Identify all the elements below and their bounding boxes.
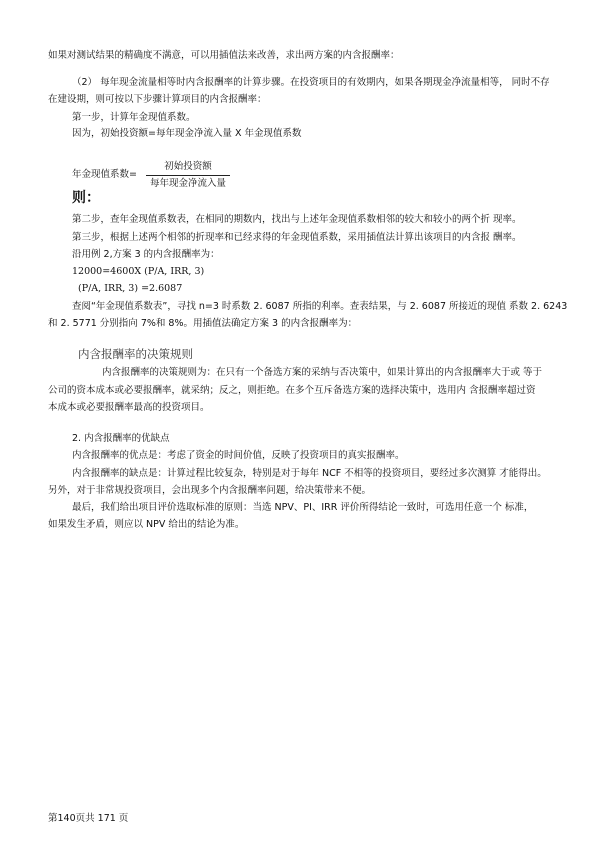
paragraph-line: 查阅“年金现值系数表”，寻找 n=3 时系数 2. 6087 所指的利率。查表结果，与 2. 6087 所接近的现值 系数 2. 6243 — [72, 301, 568, 312]
formula-fraction — [140, 160, 236, 191]
paragraph-line: 沿用例 2,方案 3 的内含报酬率为： — [72, 249, 220, 260]
fraction-bar — [146, 175, 230, 176]
paragraph-line: 另外，对于非常规投资项目，会出现多个内含报酬率问题，给决策带来不便。 — [48, 485, 372, 496]
paragraph-line: （2） 每年现金流量相等时内含报酬率的计算步骤。在投资项目的有效期内，如果各期现金净流量相等， 同时不存 — [72, 77, 550, 88]
paragraph-line: 本成本或必要报酬率最高的投资项目。 — [48, 402, 210, 413]
section-heading: 内含报酬率的决策规则 — [78, 347, 193, 361]
paragraph-line: 第三步，根据上述两个相邻的折现率和已经求得的年金现值系数，采用插值法计算出该项目的内含报 酬率。 — [72, 232, 522, 243]
subsection-heading: 2. 内含报酬率的优缺点 — [72, 433, 170, 444]
paragraph-line: 内含报酬率的优点是：考虑了资金的时间价值，反映了投资项目的真实报酬率。 — [72, 450, 405, 461]
paragraph-line: 最后，我们给出项目评价选取标准的原则：当选 NPV、PI、IRR 评价所得结论一致时，可选用任意一个 标准， — [72, 502, 534, 513]
paragraph-line: 因为，初始投资额=每年现金净流入量 X 年金现值系数 — [72, 128, 302, 139]
paragraph-line: 内含报酬率的决策规则为：在只有一个备选方案的采纳与否决策中，如果计算出的内含报酬率大于或 等于 — [102, 367, 543, 378]
paragraph-line: 内含报酬率的缺点是：计算过程比较复杂，特别是对于每年 NCF 不相等的投资项目，要经过多次测算 才能得出。 — [72, 468, 547, 479]
paragraph-line: 公司的资本成本或必要报酬率，就采纳；反之，则拒绝。在多个互斥备选方案的选择决策中，选用内 含报酬率超过资 — [48, 385, 536, 396]
paragraph-line: 如果发生矛盾，则应以 NPV 给出的结论为准。 — [48, 519, 245, 530]
formula-lhs: 年金现值系数= — [72, 169, 137, 180]
paragraph-line: 如果对测试结果的精确度不满意，可以用插值法来改善，求出两方案的内含报酬率： — [48, 50, 400, 61]
page-footer: 第140页共 171 页 — [48, 813, 129, 824]
equation-line: 12000=4600X (P/A, IRR, 3) — [72, 266, 205, 277]
paragraph-line: 和 2. 5771 分别指向 7%和 8%。用插值法确定方案 3 的内含报酬率为： — [48, 318, 358, 329]
paragraph-line: 第二步，查年金现值系数表，在相同的期数内，找出与上述年金现值系数相邻的较大和较小的两个折 现率。 — [72, 214, 522, 225]
paragraph-line: 第一步，计算年金现值系数。 — [72, 112, 196, 123]
equation-line: (P/A, IRR, 3) =2.6087 — [78, 283, 183, 294]
formula-then: 则： — [72, 190, 100, 206]
paragraph-line: 在建设期，则可按以下步骤计算项目的内含报酬率： — [48, 94, 267, 105]
formula-denominator: 每年现金净流入量 — [149, 178, 226, 189]
formula-numerator: 初始投资额 — [164, 161, 212, 172]
